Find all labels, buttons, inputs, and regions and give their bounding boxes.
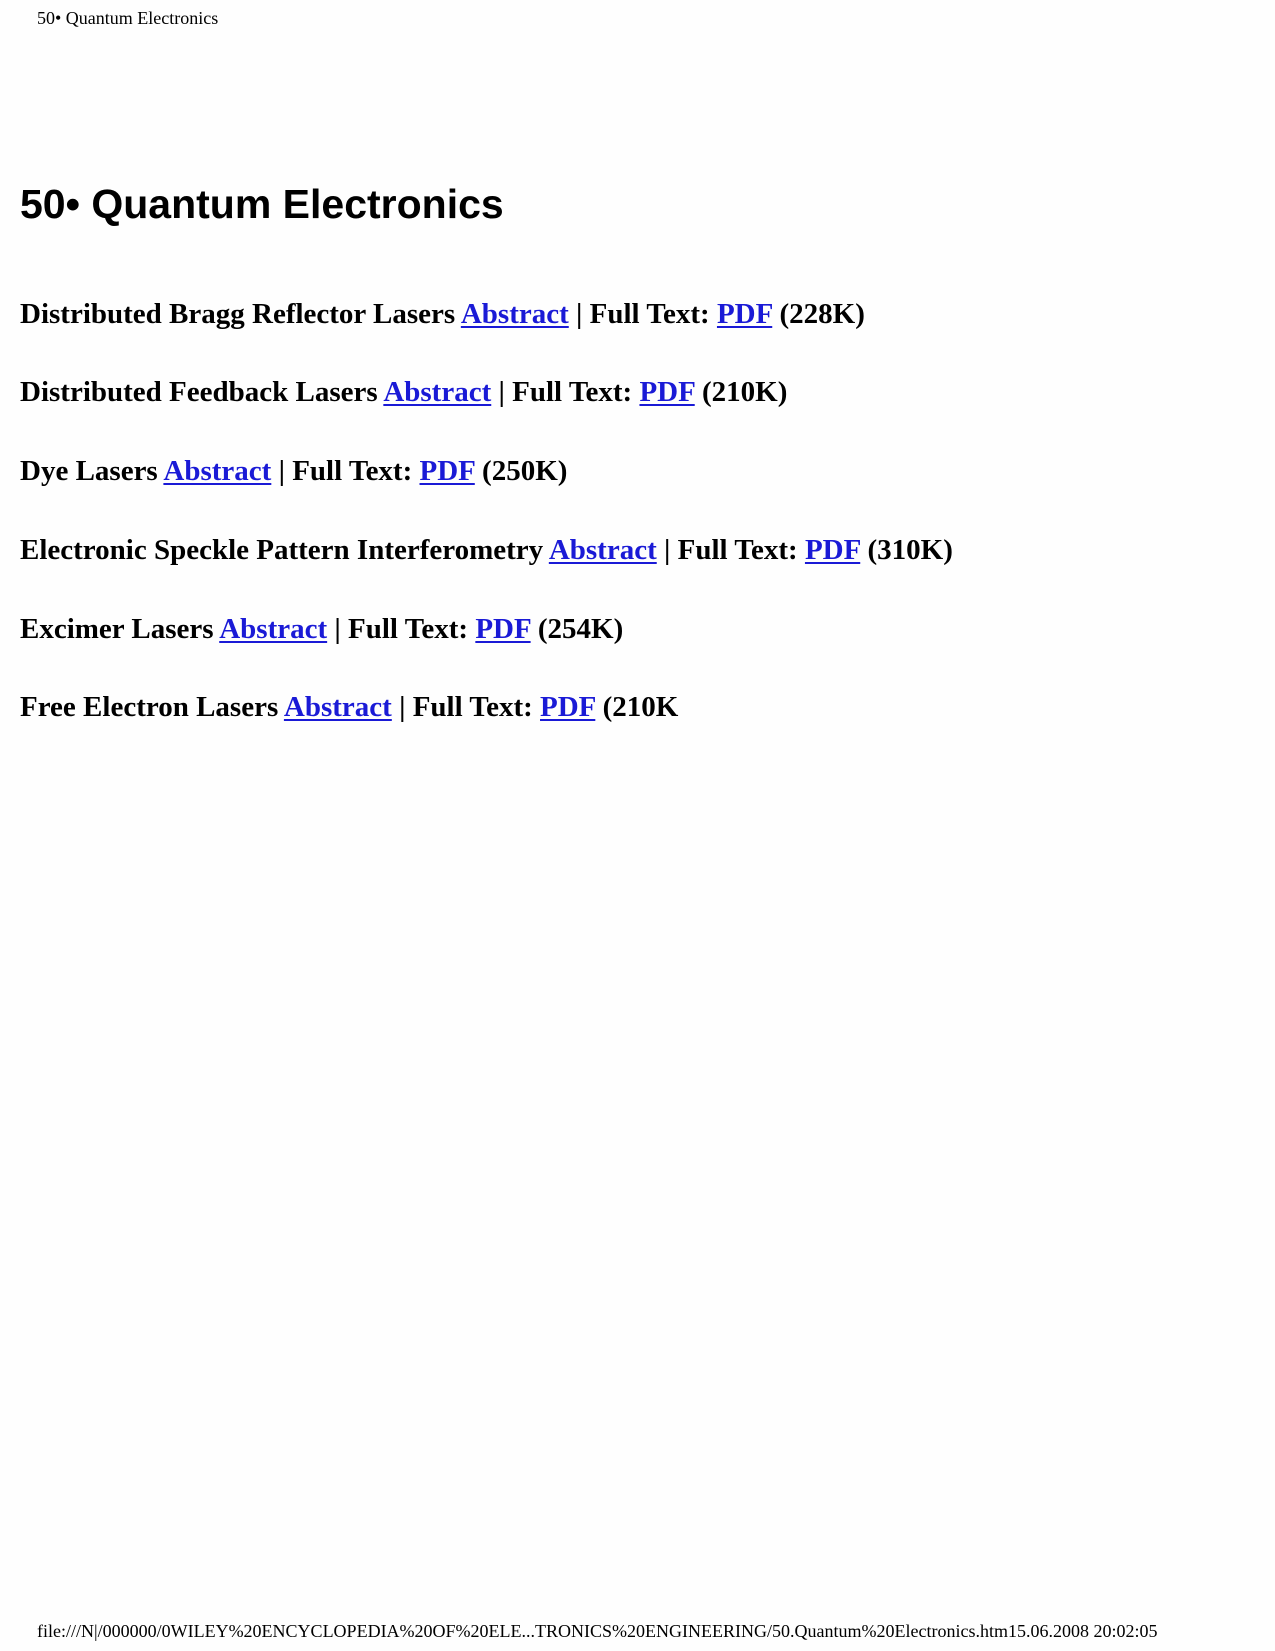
article-entry [20,689,953,725]
full-text-label: | Full Text: [498,376,633,408]
file-size: (310K) [867,534,953,566]
abstract-link[interactable]: Abstract [548,534,657,566]
article-list [20,296,953,768]
file-size: (228K) [779,298,865,330]
page-title: 50• Quantum Electronics [20,181,504,227]
pdf-link[interactable]: PDF [716,298,773,330]
article-title: Excimer Lasers [20,613,214,645]
article-title: Distributed Bragg Reflector Lasers [20,298,456,330]
full-text-label: | Full Text: [576,298,710,330]
article-entry [20,611,953,647]
full-text-label: | Full Text: [334,613,469,645]
article-title: Dye Lasers [20,455,158,487]
file-size: (210K) [701,376,788,408]
pdf-link[interactable]: PDF [475,613,531,645]
article-entry [20,374,953,410]
article-title: Electronic Speckle Pattern Interferometry [20,534,544,566]
file-size: (250K) [482,455,568,487]
article-title: Distributed Feedback Lasers [20,376,378,408]
abstract-link[interactable]: Abstract [383,376,492,408]
article-entry [20,296,953,332]
full-text-label: | Full Text: [399,691,533,723]
article-entry [20,532,953,568]
abstract-link[interactable]: Abstract [219,613,328,645]
article-entry [20,453,953,489]
pdf-link[interactable]: PDF [540,691,596,723]
print-header: 50• Quantum Electronics [37,8,219,28]
file-size: (210K [602,691,679,723]
abstract-link[interactable]: Abstract [163,455,272,487]
full-text-label: | Full Text: [664,534,798,566]
pdf-link[interactable]: PDF [419,455,475,487]
abstract-link[interactable]: Abstract [283,691,392,723]
abstract-link[interactable]: Abstract [460,298,569,330]
article-title: Free Electron Lasers [20,691,279,723]
print-footer-file-path: file:///N|/000000/0WILEY%20ENCYCLOPEDIA%20OF%20ELE...TRONICS%20ENGINEERING/50.Quantum%20Electronics.htm15.06.2008 20:02:05 [37,1621,1158,1641]
full-text-label: | Full Text: [278,455,413,487]
pdf-link[interactable]: PDF [804,534,861,566]
file-size: (254K) [537,613,624,645]
pdf-link[interactable]: PDF [639,376,695,408]
